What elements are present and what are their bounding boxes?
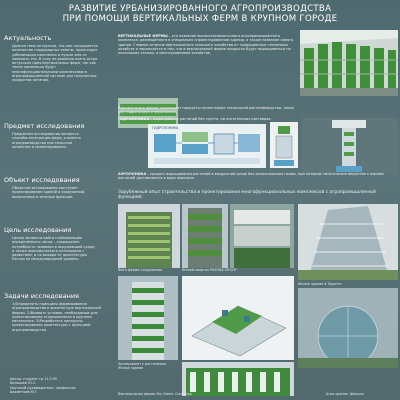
building-photo-4-svg [298, 204, 398, 280]
title-line-1: РАЗВИТИЕ УРБАНИЗИРОВАННОГО АГРОПРОИЗВОДСТВА [68, 4, 332, 14]
section-header: Объект исследования [4, 176, 80, 184]
photo-caption: Жилой квартал PASONA GROUP [182, 268, 237, 272]
building-photo-6 [298, 288, 398, 368]
hydroponics-diagram [148, 124, 266, 168]
page-title [0, 4, 400, 24]
title-line-2: ПРИ ПОМОЩИ ВЕРТИКАЛЬНЫХ ФЕРМ В КРУПНОМ ГОРОДЕ [62, 14, 338, 24]
foreign-experience-header: Зарубежный опыт строительства и проектирования многофункциональных комплексов с агропромышленной функцией: [118, 190, 376, 201]
aeroponics-definition [118, 172, 396, 181]
definition-label: ВЕРТИКАЛЬНЫЕ ФЕРМЫ [118, 34, 168, 38]
building-photo-2-svg [182, 204, 228, 268]
hydroponics-diagram-svg [148, 124, 266, 168]
author-line: Научный руководитель: профессор [10, 385, 76, 390]
section-header: Задачи исследования [4, 292, 79, 300]
section-text: 1)Определить принципы формирования агропроизводства в архитектуре вертикальной фермы. 2)Выявить условия, необходимые для проектирования агрокомплекса в крупном мегаполисе. 3)Разработать принципы проектирования архитектуры с функцией агропроизводства. [12, 302, 101, 332]
section-header: Предмет исследования [4, 122, 85, 130]
section-header: Актуальность [4, 34, 52, 42]
building-photo-5 [118, 276, 178, 360]
photo-caption: Вертикальная ферма Sky Green. Сингапур [118, 392, 192, 396]
section-text: Объектом исследования выступает проектирование зданий и сооружений, включенных в зеленые функции. [12, 186, 86, 199]
building-photo-6-svg [298, 288, 398, 368]
technologies-text: Вертикальные фермы производят продукты путем новых технологий растениеводства, таких как гидропоника и аэропоника. [118, 106, 294, 115]
photo-caption: Жилое здание в Торонто [298, 282, 342, 286]
section-goal [4, 226, 110, 262]
building-photo-1-svg [118, 204, 180, 268]
building-photo-5-svg [118, 276, 178, 360]
building-photo-3 [230, 204, 294, 268]
section-subject [4, 122, 110, 149]
vertical-farm-photo-svg [300, 30, 398, 96]
author-block [4, 377, 110, 394]
hydroponics-definition [118, 117, 298, 121]
vertical-farm-definition [118, 34, 294, 55]
building-model-photo [182, 276, 294, 360]
photo-caption: Фото фермы сооружения [118, 268, 163, 272]
vertical-farm-photo [300, 30, 398, 96]
author-line: Автор: студент гр.117-09 [10, 377, 57, 381]
section-text: Предметом исследования являются способы интеграции ферм, а именно агропроизводство при сельском хозяйстве и проектирования. [12, 132, 81, 149]
hydroponics-diagram-title: ГИДРОПОНИКА [152, 126, 179, 130]
section-relevance [4, 34, 110, 83]
vertical-tower-scheme-svg [302, 118, 398, 174]
author-line: Бахметьев М.Г. [10, 389, 39, 394]
section-object [4, 176, 110, 199]
building-photo-2 [182, 204, 228, 268]
building-model-photo-svg [182, 276, 294, 360]
photo-caption: Эксперимент с растениями. Жилое здание [118, 362, 167, 370]
aeroponics-scheme-svg [270, 122, 298, 168]
building-photo-4 [298, 204, 398, 280]
section-tasks [4, 292, 110, 332]
definition-text: – это название высокотехнологичного агропромышленного комплекса, размещённого в специально спроектированном здании, а также название самого здания. Главное отличие вертикального сельского хозяйства от традиционных тепличных хозяйств и заключается в том, что в вертикальной ферме продукты будут выращиваться на нескольких этажах, в многоуровневом хозяйстве. [118, 34, 294, 56]
hydroponics-label: ГИДРОПОНИКА [118, 117, 150, 121]
building-photo-1 [118, 204, 180, 268]
aeroponics-scheme [270, 122, 298, 168]
section-text: Целью является найти стабилизацию определённого числа... сокращенно потребность человека в окружающей среде, а также экономического потенциала с развитием, и на выходе от архитектуры России на международный уровень. [12, 236, 96, 262]
section-header: Цель исследования [4, 226, 72, 234]
building-photo-7 [182, 362, 294, 396]
aeroponics-text: – процесс выращивания растений в воздушной среде без использования почвы, при котором питательные вещества к корням растений доставляются в виде аэрозоля. [118, 172, 384, 181]
building-photo-7-svg [182, 362, 294, 396]
section-text: Данная тема актуальна, так как сокращается количество плодородных земель, происходит урбанизация населения и нужно чем-то заменить это. В силу ее решения очень остро актуальна идея вертикальных ферм, так как такие комплексы будут многофункциональными комплексами в агропромышленной системе для полученных продуктов питания. [12, 44, 98, 83]
author-line: Белышев Ю.С. [10, 381, 37, 386]
aeroponics-label: АЭРОПОНИКА [118, 172, 147, 176]
hydroponics-text: – выращивание растений без грунта, на питательных растворах. [149, 117, 272, 121]
vertical-tower-scheme [302, 118, 398, 174]
building-photo-3-svg [230, 204, 294, 268]
photo-caption: Агро-здание. Швеция [326, 392, 364, 396]
